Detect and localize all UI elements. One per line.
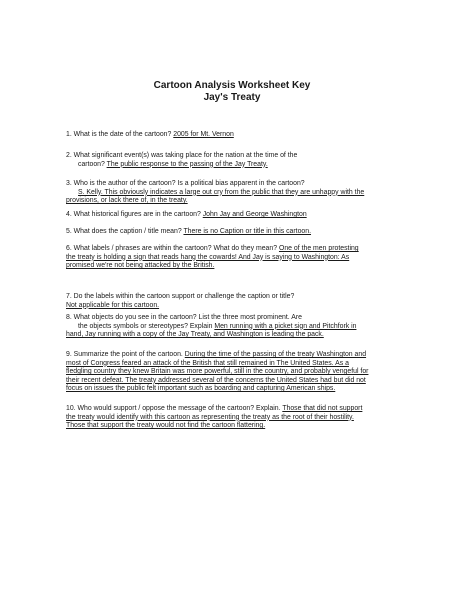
worksheet-title: Cartoon Analysis Worksheet Key	[153, 80, 311, 91]
question-10-answer-2: the treaty would identify with this cartoon as representing the treaty as the root of their hostility.	[66, 413, 354, 421]
question-1	[66, 131, 406, 140]
question-8-answer: Men running with a picket sign and Pitchfork in	[214, 322, 357, 330]
worksheet-subtitle: Jay's Treaty	[203, 92, 261, 103]
question-5-text: 5. What does the caption / title mean?	[66, 228, 184, 235]
question-5-answer: There is no Caption or title in this cartoon.	[183, 228, 312, 235]
question-6-answer: One of the men protesting	[278, 245, 359, 252]
question-6-text: 6. What labels / phrases are within the cartoon? What do they mean?	[66, 245, 279, 252]
question-2	[66, 152, 406, 169]
question-4-answer: John Jay and George Washington	[202, 211, 307, 218]
question-9-answer-5: focus on issues the public felt important such as boarding and capturing American ships.	[66, 385, 336, 393]
question-1-answer: 2005 for Mt. Vernon	[173, 131, 234, 138]
question-10-answer: Those that did not support	[282, 405, 363, 412]
question-9-answer-3: fledgling country they knew Britain was more powerful, still in the country, and probably vengeful for	[66, 368, 369, 376]
question-10-text: 10. Who would support / oppose the message of the cartoon? Explain.	[66, 405, 283, 412]
question-8	[66, 314, 406, 340]
question-8-text: 8. What objects do you see in the cartoon? List the three most prominent. Are	[66, 314, 302, 321]
question-9-answer: During the time of the passing of the treaty Washington and	[184, 351, 367, 358]
question-10-answer-3: Those that support the treaty would not find the cartoon flattering.	[66, 422, 266, 430]
question-2-text-cont: cartoon?	[78, 160, 107, 168]
question-8-answer-cont: hand, Jay running with a copy of the Jay Treaty, and Washington is leading the pack.	[66, 331, 324, 339]
question-7	[66, 293, 406, 310]
question-6-answer-end: promised we're not being attacked by the British.	[66, 262, 215, 270]
question-9-answer-4: their recent defeat. The treaty addressed several of the concerns the United States had but did not	[66, 376, 366, 384]
question-5	[66, 228, 406, 237]
question-2-answer: The public response to the passing of the Jay Treaty.	[106, 160, 268, 168]
question-2-text: 2. What significant event(s) was taking place for the nation at the time of the	[66, 152, 298, 159]
question-10	[66, 405, 406, 431]
question-3-answer-cont: provisions, or lack there of, in the treaty.	[66, 197, 188, 205]
question-9-text: 9. Summarize the point of the cartoon.	[66, 351, 185, 358]
question-9-answer-2: most of Congress feared an attack of the British that still remained in The United States. As a	[66, 359, 349, 367]
question-4-text: 4. What historical figures are in the cartoon?	[66, 211, 203, 218]
question-3-text: 3. Who is the author of the cartoon? Is a political bias apparent in the cartoon?	[66, 180, 305, 187]
question-3	[66, 180, 406, 206]
question-9	[66, 351, 406, 394]
question-3-answer: S. Kelly. This obviously indicates a large out cry from the public that they are unhappy with the	[78, 188, 365, 196]
question-8-text-cont: the objects symbols or stereotypes? Explain	[78, 322, 215, 330]
question-6-answer-cont: the treaty is holding a sign that reads hang the cowards! And Jay is saying to Washington: As	[66, 253, 350, 261]
question-7-text: 7. Do the labels within the cartoon support or challenge the caption or title?	[66, 293, 295, 300]
question-6	[66, 245, 406, 271]
question-7-answer: Not applicable for this cartoon.	[66, 301, 160, 309]
question-4	[66, 211, 406, 220]
question-1-text: 1. What is the date of the cartoon?	[66, 131, 174, 138]
